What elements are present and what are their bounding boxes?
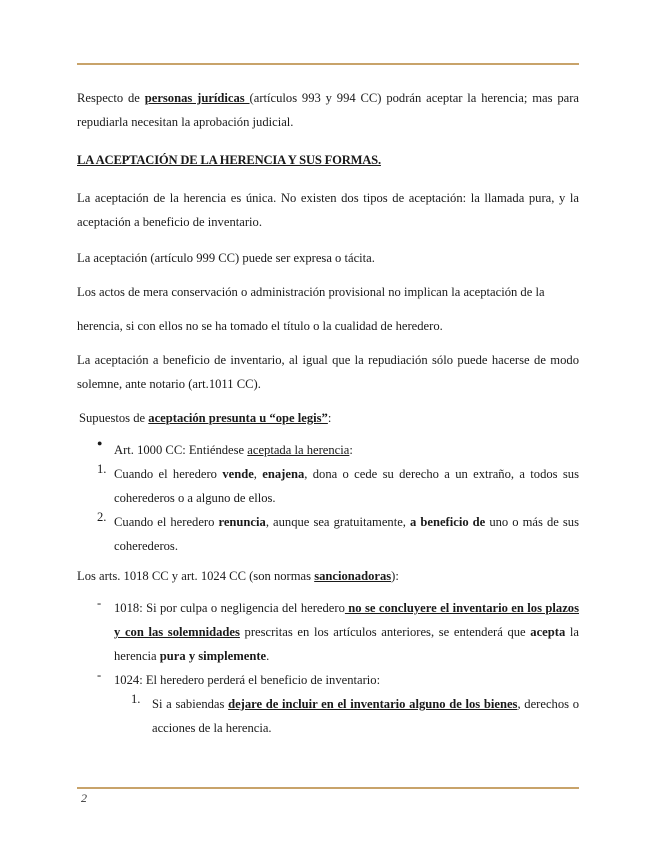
dash-marker: -: [97, 668, 102, 682]
paragraph-acceptance-unique: La aceptación de la herencia es única. No existen dos tipos de aceptación: la llamada pura, y la aceptación a beneficio de inventario.: [77, 191, 579, 229]
text: , dona o cede su derecho a un extraño, a todos sus coherederos o a alguno de ellos.: [114, 467, 580, 505]
text: ):: [391, 569, 399, 583]
list-item: [77, 510, 579, 558]
paragraph-acceptance-express-tacit: La aceptación (artículo 999 CC) puede ser expresa o tácita.: [77, 251, 375, 265]
text: Art. 1000 CC: Entiéndese: [114, 443, 248, 457]
emphasis: dejare de incluir en el inventario alguno de los bienes: [228, 697, 518, 711]
bold-text: acepta: [530, 625, 566, 639]
list-number: 1.: [131, 692, 141, 706]
paragraph-conservation-acts-line2: herencia, si con ellos no se ha tomado el título o la cualidad de heredero.: [77, 319, 443, 333]
text: uno o más de sus coherederos.: [114, 515, 579, 553]
list-item: [77, 596, 579, 668]
text: Supuestos de: [79, 411, 149, 425]
paragraph-legal-persons: [77, 86, 579, 134]
text: :: [327, 411, 332, 425]
text: Si a sabiendas: [152, 697, 229, 711]
bold-text: a beneficio de: [410, 515, 486, 529]
presumed-acceptance-list: [77, 438, 579, 558]
list-item: [77, 668, 579, 692]
paragraph-conservation-acts-line1: Los actos de mera conservación o administración provisional no implican la aceptación de la: [77, 285, 545, 299]
text: ,: [253, 467, 263, 481]
underlined-text: aceptada la herencia: [247, 443, 350, 457]
text: Respecto de: [77, 91, 145, 105]
emphasis: sancionadoras: [314, 569, 392, 583]
text: :: [349, 443, 353, 457]
bold-text: renuncia: [218, 515, 266, 529]
text: (artículos 993 y 994 CC) podrán aceptar la herencia; mas para repudiarla necesitan la aprobación judicial.: [77, 91, 579, 129]
section-heading: LA ACEPTACIÓN DE LA HERENCIA Y SUS FORMAS.: [77, 153, 381, 167]
bold-text: enajena: [262, 467, 305, 481]
text: 1024: El heredero perderá el beneficio de inventario:: [114, 673, 381, 687]
bullet-icon: ●: [97, 438, 103, 448]
bold-text: vende: [222, 467, 254, 481]
text: prescritas en los artículos anteriores, se entenderá que: [239, 625, 531, 639]
text: Cuando el heredero: [114, 467, 223, 481]
page-number: 2: [81, 791, 87, 805]
text: la herencia: [114, 625, 579, 663]
paragraph-presumed-acceptance: [77, 406, 579, 430]
list-number: 1.: [97, 462, 107, 476]
bold-text: pura y simplemente: [159, 649, 267, 663]
emphasis: personas jurídicas: [144, 91, 250, 105]
list-number: 2.: [97, 510, 107, 524]
sub-list-item: [77, 692, 579, 740]
text: Cuando el heredero: [114, 515, 219, 529]
paragraph-inventory-benefit: La aceptación a beneficio de inventario, al igual que la repudiación sólo puede hacerse de modo solemne, ante notario (art.1011 CC).: [77, 353, 579, 391]
text: Los arts. 1018 CC y art. 1024 CC (son normas: [77, 569, 315, 583]
sanction-rules-list: [77, 596, 579, 740]
list-item: [77, 462, 579, 510]
text: , derechos o acciones de la herencia.: [152, 697, 579, 735]
dash-marker: -: [97, 596, 102, 610]
footer-rule: [77, 787, 579, 789]
emphasis: no se concluyere el inventario en los plazos y con las solemnidades: [114, 601, 580, 639]
document-body: [77, 86, 579, 740]
list-item: [77, 438, 579, 462]
header-rule: [77, 63, 579, 65]
text: 1018: Si por culpa o negligencia del heredero: [114, 601, 345, 615]
paragraph-sanction-rules: [77, 564, 579, 588]
text: , aunque sea gratuitamente,: [265, 515, 411, 529]
emphasis: aceptación presunta u “ope legis”: [148, 411, 328, 425]
text: .: [266, 649, 270, 663]
